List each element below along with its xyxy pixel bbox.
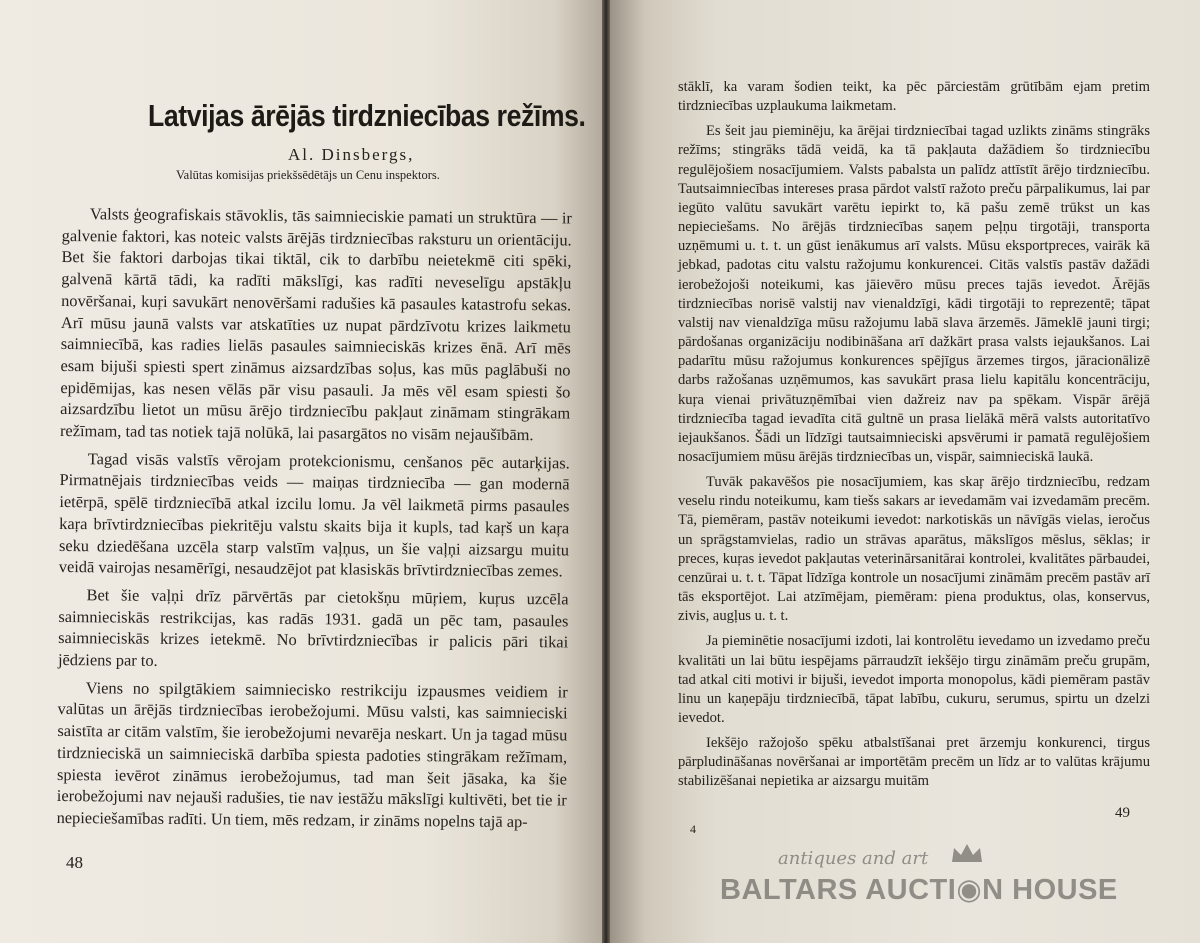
right-page-body [678,78,1150,798]
book-spine [602,0,610,943]
paragraph: Tuvāk pakavēšos pie nosacījumiem, kas skaŗ ārējo tirdzniecību, redzam veselu rindu noteikumu, kam tiešs sakars ar ievedamām vai izvedamām precēm. Tā, piemēram, pastāv noteikumi ievedot: narkotiskās un nāvīgās vielas, ieročus un sprāgstamvielas, radio un strāvas aparātus, mākslīgos mēslus, sēklas; ir preces, kuŗas ievedot pakļautas veterinārsanitārai kontrolei, kvalitātes pārbaudei, cenzūrai u. t. t. Tāpat līdzīga kontrole un nosacījumi zināmām precēm pastāv arī tās eksportējot. Lai atzīmējam, piemēram: piena produktus, olas, konservus, zivis, augļus u. t. t. [678,474,1150,625]
paragraph: Iekšējo ražojošo spēku atbalstīšanai pret ārzemju konkurenci, tirgus pārpludināšanas novēršanai ar importētām precēm un līdz ar to valūtas krājumu stabilizēšanai nepietika ar aizsargu muitām [678,735,1150,790]
page-number-left: 48 [66,853,83,872]
paragraph: Bet šie vaļņi drīz pārvērtās par cietokšņu mūŗiem, kuŗus uzcēla saimnieciskās restrikcijas, kas radās 1931. gadā un pēc tam, pasaules saimnieciskās krizes ietekmē. No brīvtirdzniecības ir palicis pāri tikai jēdziens par to. [57,585,569,670]
left-page-body [56,203,571,839]
paragraph: stāklī, ka varam šodien teikt, ka pēc pārciestām grūtībām ejam pretim tirdzniecības uzplaukuma laikmetam. [678,79,1150,115]
page-number-right: 49 [1115,805,1130,821]
paragraph: Valsts ģeografiskais stāvoklis, tās saimnieciskie pamati un struktūra — ir galvenie faktori, kas noteic valsts ārējās tirdzniecības raksturu un orientāciju. Bet šie faktori darbojas tikai tiktāl, cik to darbību neietekmē citi spēki, galvenā kārtā tādi, ka radīti mākslīgi, kas radīti neveselīgu apstākļu novēršanai, kuŗi savukārt nenovēršami radušies kā pasaules katastrofu sekas. Arī mūsu jaunā valsts var atskatīties uz nupat pārdzīvotu krizes laikmetu saimniecībā, kas radies lielās pasaules saimnieciskās krizes ēnā. Arī mēs esam bijuši spiesti spert zināmus aizsardzības soļus, kas mūs paglābuši no epidēmijas, kas nesen vēlās pār visu pasauli. Ja mēs vēl esam spiesti šo aizsardzību lietot un mūsu ārējo tirdzniecību pakļaut zināmam stingrākam režīmam, tad tas notiek tajā nolūkā, lai pasargātos no visām nejaušībām. [59,204,572,445]
paragraph: Ja pieminētie nosacījumi izdoti, lai kontrolētu ievedamo un izvedamo preču kvalitāti un lai būtu iespējams pārraudzīt iekšējo tirgu zināmām preču grupām, tad atkal citi motivi ir bijuši, ievedot importa monopolus, kādi piemēram pastāv linu un kaņepāju tirdzniecībā, tāpat labību, cukuru, serumus, spirtu un dzelzi ievedot. [678,633,1150,726]
paragraph: Tagad visās valstīs vērojam protekcionismu, cenšanos pēc autarķijas. Pirmatnējais tirdzniecības veids — maiņas tirdzniecība — gan modernā ietērpā, spēlē tirdzniecībā atkal izcilu lomu. Ja vēl laikmetā pirms pasaules kaŗa brīvtirdzniecības piekritēju valstu skaits bija it kupls, tad kaŗš un kaŗa seku dziedēšana uzcēla starp valstīm vaļņus, un šie vaļņi aizsargu muitu veidā vairojas nesamērīgi, nesaudzējot pat klasiskās brīvtirdzniecības zemes. [58,448,570,581]
author-name: Al. Dinsbergs, [288,145,415,164]
watermark-tagline: antiques and art [778,848,929,869]
paragraph: Viens no spilgtākiem saimniecisko restrikciju izpausmes veidiem ir valūtas un ārējās tirdzniecības ierobežojumi. Mūsu valsti, kas saimnieciski saistīta ar citām valstīm, šie ierobežojumi nevarēja neskart. Un ja tagad mūsu tirdznieciskā un saimnieciskā darbība spiesta padoties stingrākam režīmam, spiesta ievērot zināmus ierobežojumus, tad man šeit jāsaka, ka šie ierobežojumi nav nejauši radušies, tie nav iestāžu mākslīgi kultivēti, bet tie ir nepieciešamības radīti. Un tiem, mēs redzam, ir zināms nopelns tajā ap- [56,677,568,832]
auction-watermark [720,848,1140,918]
crown-icon [950,842,984,864]
signature-mark: 4 [690,822,696,836]
author-role: Valūtas komisijas priekšsēdētājs un Cenu inspektors. [176,168,440,182]
right-book-page [610,0,1200,943]
article-title: Latvijas ārējās tirdzniecības režīms. [148,98,586,133]
watermark-name: BALTARS AUCTI◉N HOUSE [720,874,1118,906]
paragraph: Es šeit jau pieminēju, ka ārējai tirdzniecībai tagad uzlikts zināms stingrāks režīms; stingrāks tādā veidā, ka tā pakļauta dažādiem šo tirdzniecību regulējošiem nosacījumiem. Valsts pabalsta un palīdz attīstīt ārējo tirdzniecību. Tautsaimniecības intereses prasa pārdot valstī ražoto preču pārpalikumus, lai par iegūto valūtu savukārt varētu iepirkt to, kā pašu zemē trūkst un kas nepieciešams. No ārējās tirdzniecības saņem peļņu tirgotāji, transporta uzņēmumi u. t. t. un gūst ienākumus arī valsts. Mūsu eksportpreces, vairāk kā jebkad, padotas citu valstu ražojumu konkurencei. Citās valstīs pastāv dažādi ierobežojoši noteikumi, kas jāievēro mūsu preces tajās ievedot. Ārējās tirdzniecības norisē valstij nav vienaldzīgi, kādi tirgotāji to reprezentē; tāpat valstij nav vienaldzīga mūsu ražojumu labā slava ārzemēs. Jāmeklē jauni tirgi; pārdošanas organizāciju nodibināšana arī dažkārt prasa valsts iejaukšanos. Lai padarītu mūsu ražojumus konkurences spējīgus ārzemes tirgos, jāracionālizē darbs ražošanas uzņēmumos, kas savukārt prasa lielu kapitālu koncentrāciju, kuŗa vienai privātuzņēmībai vien dažreiz nav pa spēkam. Vispār ārējā tirdzniecība tagad ievadīta citā gultnē un prasa lielākā mērā valsts autoritatīvo iejaukšanos. Šādi un līdzīgi tautsaimnieciski apsvērumi ir pamatā regulējošiem nosacījumiem mūsu ārējās tirdzniecības un, vispār, saimnieciskā laukā. [678,123,1150,465]
